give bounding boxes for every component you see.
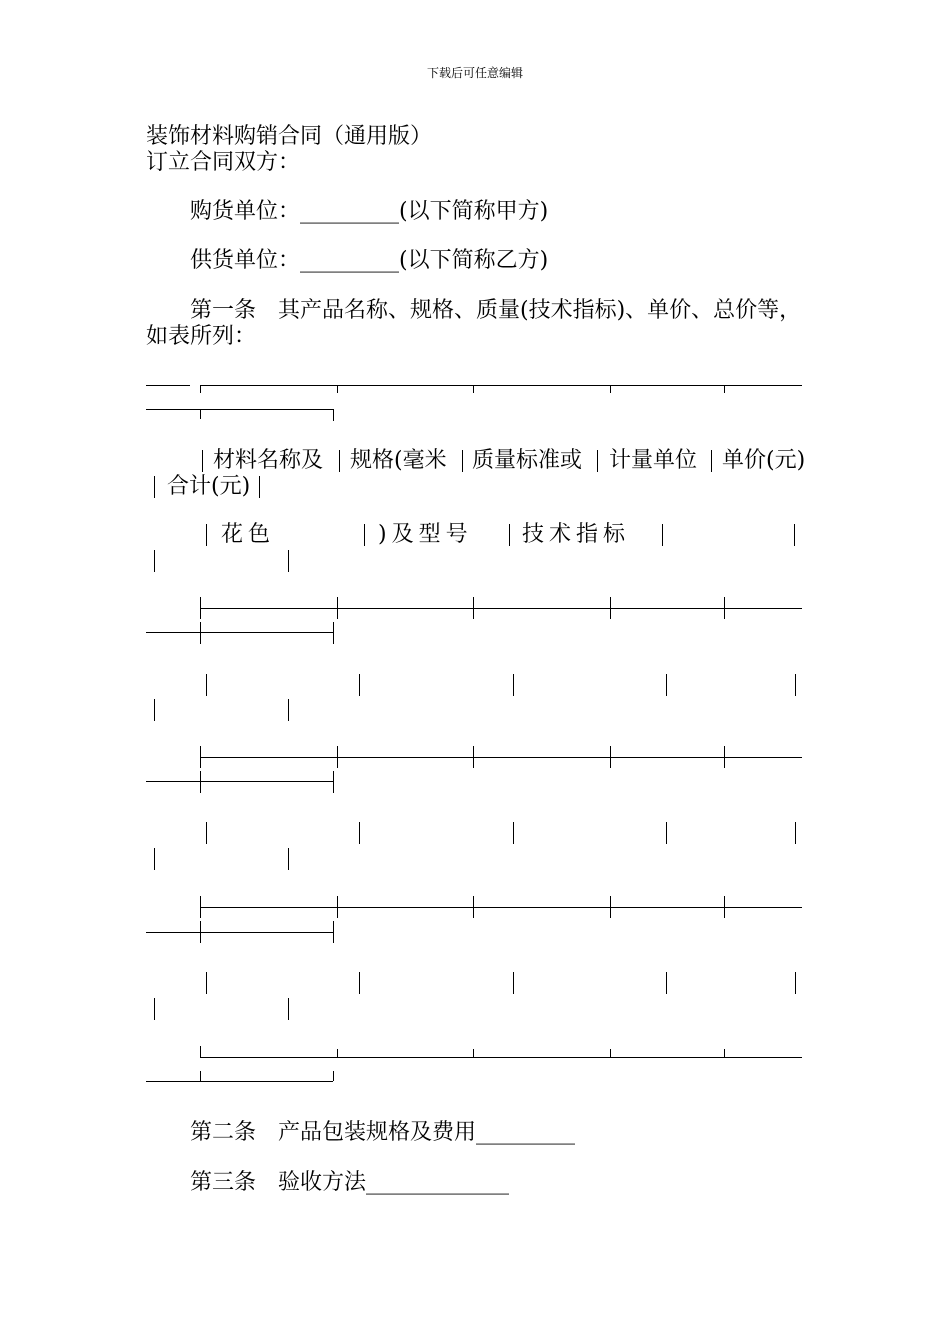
header-unit-price: 单价(元)	[722, 448, 806, 473]
header-tech-index: 技术指标	[522, 522, 631, 547]
download-note: 下载后可任意编辑	[426, 66, 523, 80]
article-1-line-1: 第一条 其产品名称、规格、质量(技术指标)、单价、总价等，	[190, 298, 802, 323]
header-spec: 规格(毫米	[350, 448, 447, 473]
header-quality: 质量标准或	[472, 448, 583, 473]
seller-line: 供货单位：_________(以下简称乙方)	[190, 248, 549, 273]
article-2: 第二条 产品包装规格及费用_________	[190, 1120, 576, 1145]
buyer-line: 购货单位：_________(以下简称甲方)	[190, 199, 549, 224]
header-total: 合计(元)	[167, 474, 251, 499]
article-1-line-2: 如表所列：	[146, 324, 257, 349]
header-material-name: 材料名称及	[213, 448, 324, 473]
contract-title: 装饰材料购销合同（通用版）	[146, 124, 433, 149]
header-model: )及型号	[378, 522, 473, 547]
header-unit: 计量单位	[609, 448, 698, 473]
header-color: 花色	[221, 522, 276, 547]
article-3: 第三条 验收方法_____________	[190, 1170, 510, 1195]
parties-intro: 订立合同双方：	[146, 150, 301, 175]
